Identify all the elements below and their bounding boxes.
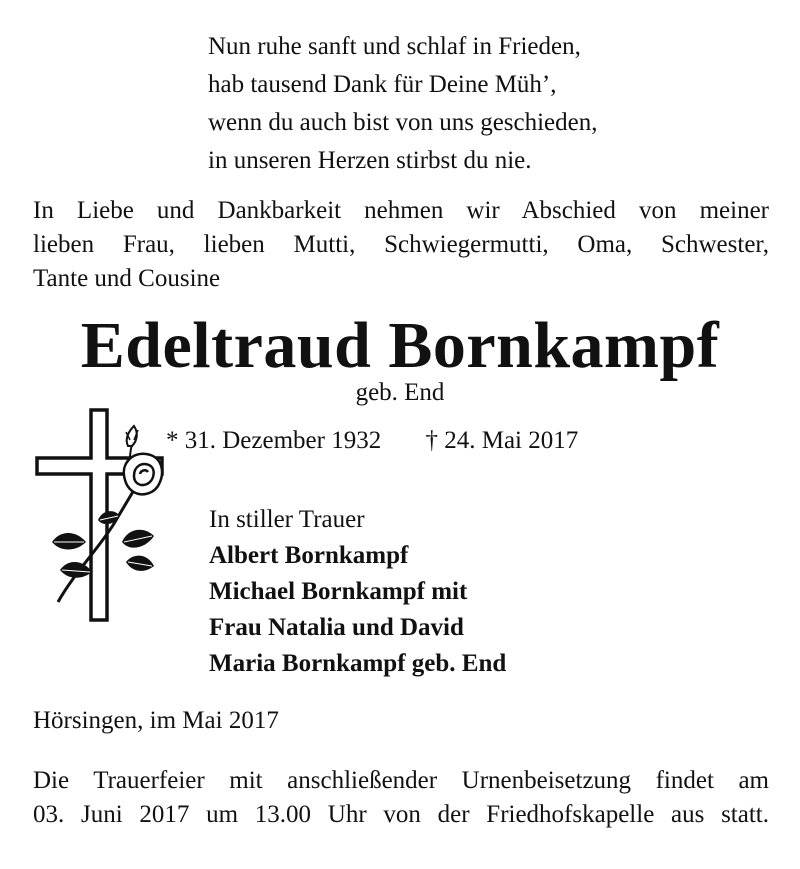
poem-line: hab tausend Dank für Deine Müh’, — [208, 71, 557, 98]
mourner-name: Michael Bornkampf mit — [209, 578, 468, 605]
birth-date: * 31. Dezember 1932 — [166, 427, 382, 454]
intro-line: lieben Frau, lieben Mutti, Schwiegermutti, Oma, Schwester, — [33, 231, 769, 258]
intro-line: In Liebe und Dankbarkeit nehmen wir Abschied von meiner — [33, 197, 769, 224]
mourner-name: Albert Bornkampf — [209, 542, 409, 569]
deceased-name: Edeltraud Bornkampf — [80, 309, 720, 382]
mourners-block — [209, 502, 506, 682]
poem-line: in unseren Herzen stirbst du nie. — [208, 147, 532, 174]
life-dates — [166, 423, 578, 459]
mourner-name: Maria Bornkampf geb. End — [209, 650, 507, 677]
intro-line: Tante und Cousine — [33, 265, 221, 292]
death-date: † 24. Mai 2017 — [425, 427, 579, 454]
mourning-heading: In stiller Trauer — [209, 506, 365, 533]
service-line: Die Trauerfeier mit anschließender Urnenbeisetzung findet am — [33, 767, 769, 794]
poem-line: Nun ruhe sanft und schlaf in Frieden, — [208, 33, 581, 60]
maiden-name: geb. End — [355, 379, 445, 406]
mourner-name: Frau Natalia und David — [209, 614, 464, 641]
intro-text — [33, 194, 769, 296]
poem — [208, 28, 598, 180]
place-date: Hörsingen, im Mai 2017 — [33, 707, 279, 734]
cross-with-rose-icon — [30, 402, 170, 632]
service-line: 03. Juni 2017 um 13.00 Uhr von der Friedhofskapelle aus statt. — [33, 801, 769, 828]
service-info — [33, 764, 769, 832]
poem-line: wenn du auch bist von uns geschieden, — [208, 109, 598, 136]
